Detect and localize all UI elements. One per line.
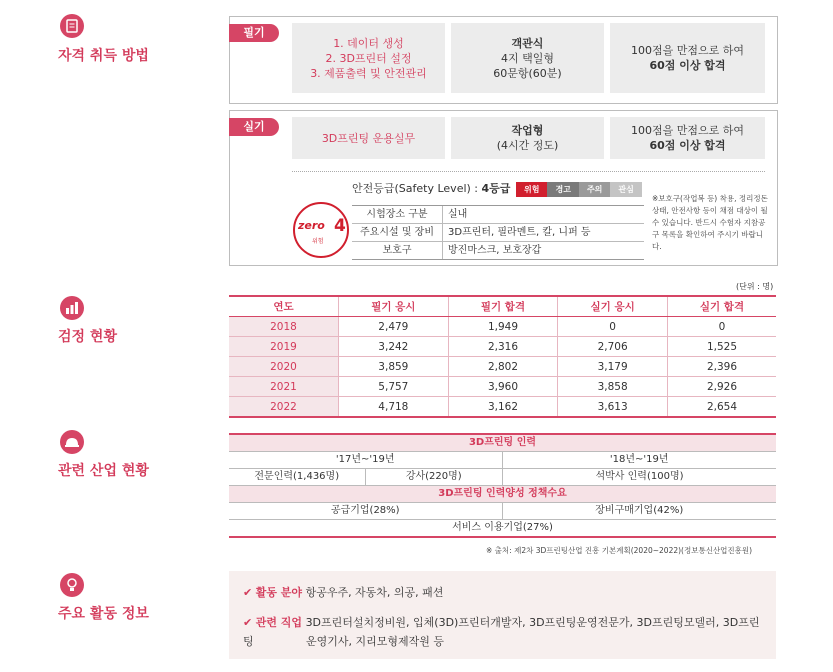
practical-tag: 실기 bbox=[229, 118, 279, 136]
section-title-industry: 관련 산업 현황 bbox=[58, 463, 149, 479]
practical-pass: 100점을 만점으로 하여 60점 이상 합격 bbox=[610, 117, 765, 159]
industry-source: ※ 출처: 제2차 3D프린팅산업 진흥 기본계획(2020~2022)(정보통신산업진흥원) bbox=[486, 546, 753, 555]
section-title-qualification: 자격 취득 방법 bbox=[58, 48, 149, 64]
table-row: 2020 3,859 2,802 3,179 2,396 bbox=[229, 357, 776, 377]
badge-number: 4 bbox=[334, 216, 346, 236]
industry-table: 3D프린팅 인력 '17년~'19년 '18년~'19년 전문인력(1,436명) 강사(220명) 석박사 인력(100명) 3D프린팅 인력양성 정책수요 공급기업(28%) 장비구매기업(42%) 서비스 이용기업(27%) bbox=[229, 433, 776, 543]
helmet-icon bbox=[60, 430, 84, 454]
industry-header-workforce: 3D프린팅 인력 bbox=[229, 435, 776, 451]
table-row: 2019 3,242 2,316 2,706 1,525 bbox=[229, 337, 776, 357]
written-subjects: 1. 데이터 생성 2. 3D프린터 설정 3. 제품출력 및 안전관리 bbox=[292, 23, 445, 93]
section-title-exam-status: 검정 현황 bbox=[58, 329, 117, 345]
document-icon bbox=[60, 14, 84, 38]
unit-label: (단위 : 명) bbox=[736, 282, 774, 291]
table-row: 2022 4,718 3,162 3,613 2,654 bbox=[229, 397, 776, 418]
level-warning: 경고 bbox=[547, 182, 578, 197]
badge-sub: 위험 bbox=[312, 238, 324, 245]
activity-jobs: ✔ 관련 직업 3D프린터설치정비원, 입체(3D)프린터개발자, 3D프린팅운영전문가, 3D프린팅모델러, 3D프린팅 bbox=[243, 616, 760, 648]
check-icon: ✔ bbox=[243, 586, 253, 599]
industry-header-policy: 3D프린팅 인력양성 정책수요 bbox=[229, 486, 776, 502]
level-caution: 주의 bbox=[579, 182, 610, 197]
check-icon: ✔ bbox=[243, 616, 253, 629]
safety-note: ※보호구(작업복 등) 착용, 정리정돈 상태, 안전사항 등이 채점 대상이 될 수 있습니다. 반드시 수험자 지참공구 목록을 확인하여 주시기 바랍니다. bbox=[652, 194, 768, 251]
practical-subject: 3D프린팅 운용실무 bbox=[292, 117, 445, 159]
safety-level-bar bbox=[516, 182, 642, 197]
section-title-activity: 주요 활동 정보 bbox=[58, 606, 149, 622]
written-tag: 필기 bbox=[229, 24, 279, 42]
bar-chart-icon bbox=[60, 296, 84, 320]
lightbulb-icon bbox=[60, 573, 84, 597]
activity-jobs-line2: 운영기사, 지리모형제작원 등 bbox=[306, 635, 445, 648]
written-type: 객관식 4지 택일형 60문항(60분) bbox=[451, 23, 604, 93]
level-interest: 관심 bbox=[610, 182, 641, 197]
safety-grade: 안전등급(Safety Level) : 4등급 bbox=[352, 182, 511, 195]
dotted-divider bbox=[292, 171, 765, 172]
activity-field: ✔ 활동 분야 항공우주, 자동차, 의공, 패션 bbox=[243, 586, 444, 599]
table-row: 2018 2,479 1,949 0 0 bbox=[229, 317, 776, 337]
exam-stats-table: 연도 필기 응시 필기 합격 실기 응시 실기 합격 2018 2,479 1,949 0 0 2019 3,242 2,316 2,706 1,525 2020 3,859 2,802 3,179 2,396 2021 5,757 3,960 3,858 2,926 2022 4,718 3,162 3,613 2,654 bbox=[229, 295, 776, 418]
table-row: 2021 5,757 3,960 3,858 2,926 bbox=[229, 377, 776, 397]
written-pass: 100점을 만점으로 하여 60점 이상 합격 bbox=[610, 23, 765, 93]
safety-info-table: 시험장소 구분 실내 주요시설 및 장비 3D프린터, 필라멘트, 칼, 니퍼 등 보호구 방진마스크, 보호장갑 bbox=[352, 205, 644, 260]
level-danger: 위험 bbox=[516, 182, 547, 197]
badge-text: zero bbox=[298, 219, 325, 232]
practical-type: 작업형 (4시간 정도) bbox=[451, 117, 604, 159]
